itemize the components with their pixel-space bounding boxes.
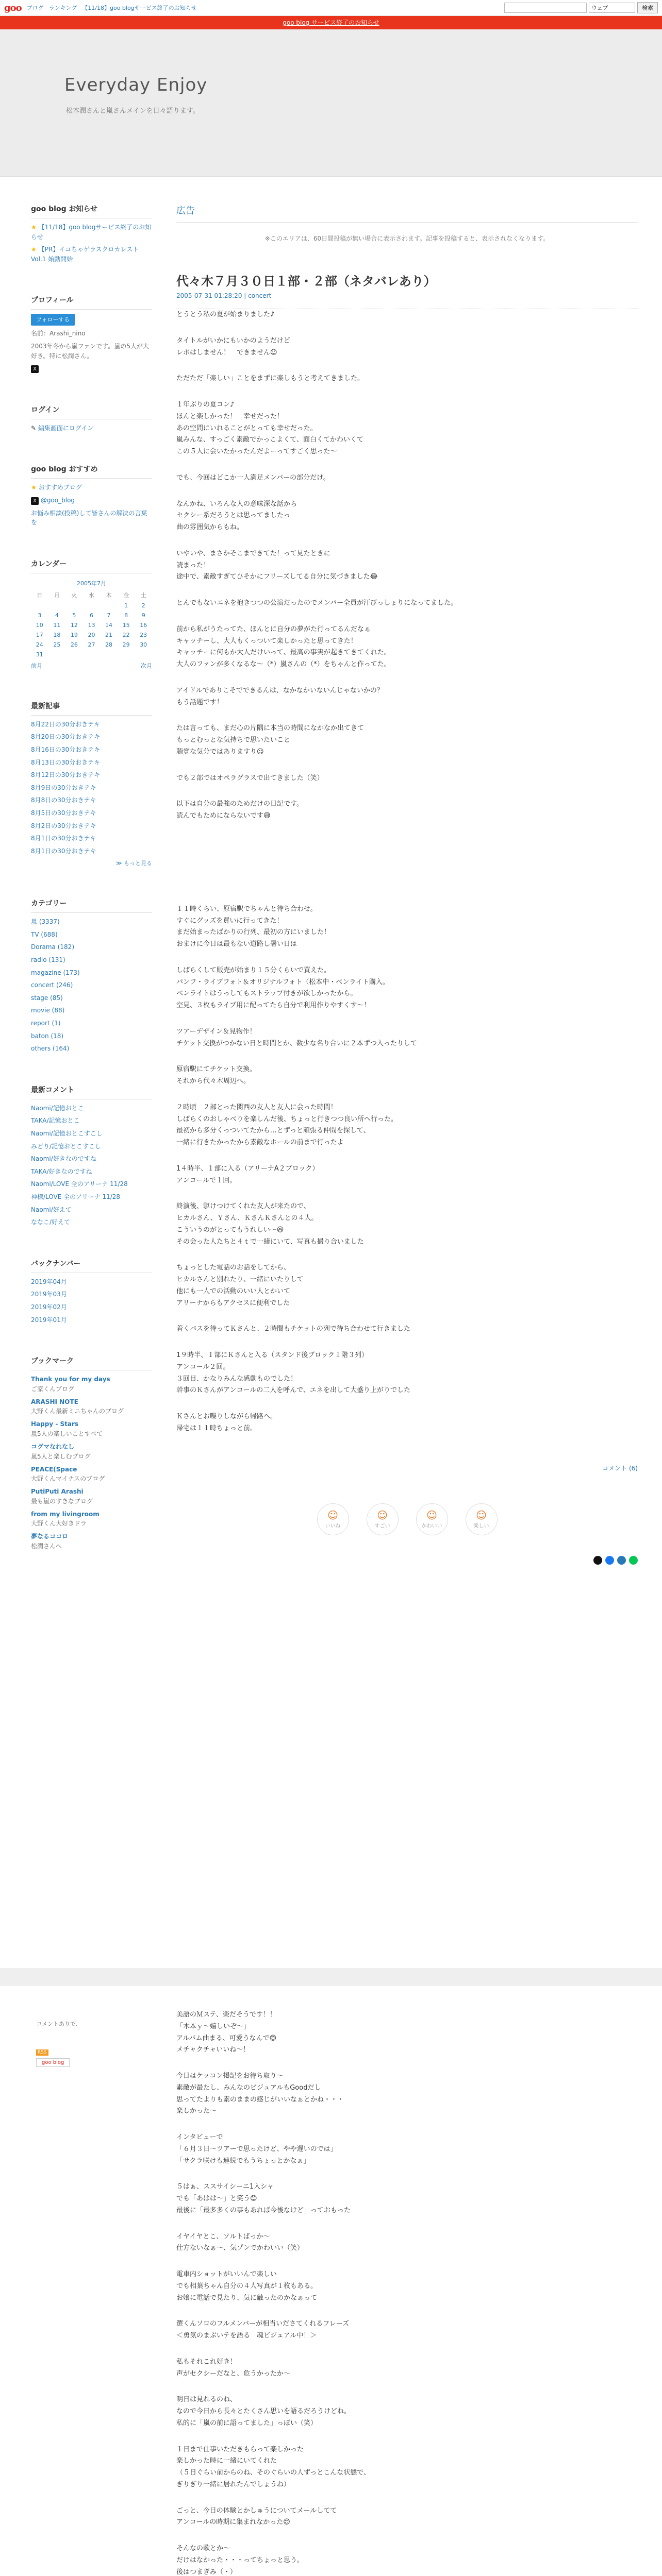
global-links <box>27 4 197 12</box>
calendar-day[interactable]: 2 <box>141 602 145 609</box>
recent-box <box>31 701 152 868</box>
post-text-line: 最後に「最多多くの事もあれば今後なけど」っておもった <box>176 2206 351 2214</box>
post-text-line: 選くんソロのフルメンバーが相当いださてくれるフレーズ <box>176 2320 350 2328</box>
post-text-line: キャッチーし、大人もくっついて楽しかったと思ってきた！ <box>176 637 357 645</box>
recent-comment-link[interactable]: ななこ/好えて <box>31 1218 71 1226</box>
comments-heading: 最新コメント <box>31 1084 152 1099</box>
recent-article-link[interactable]: 8月5日の30分おきテキ <box>31 809 96 817</box>
post-text-line: ＜勇気のまぶいテを語る 魂ビジュアル中！＞ <box>176 2332 317 2340</box>
bookmark-title[interactable]: 夢なるココロ <box>31 1533 69 1540</box>
calendar-day[interactable]: 11 <box>53 621 61 629</box>
calendar-weekday: 日 <box>37 591 43 599</box>
calendar-day[interactable]: 9 <box>141 612 145 619</box>
category-link[interactable]: report (1) <box>31 1020 61 1027</box>
reaction-label: すごい <box>374 1523 390 1529</box>
post-text-line: ぎりぎり一緒に居れたんでしょうね） <box>176 2480 291 2488</box>
recent-article-link[interactable]: 8月9日の30分おきテキ <box>31 784 96 791</box>
post-text-line: 帰宅は１１時ちょっと前。 <box>176 1424 257 1432</box>
post-text-line: チケット交換がつかない日と時間とか、数少な名り合いに２本ずつ入ったりして <box>176 1039 417 1047</box>
calendar-day[interactable]: 20 <box>88 631 95 638</box>
calendar-weekday: 土 <box>140 591 146 599</box>
calendar-day[interactable]: 3 <box>38 612 42 619</box>
post-text-line: しばらくのおしゃべりを楽しんだ後、ちょっと行きつつ良い所へ行った。 <box>176 1115 398 1123</box>
post-text-line: ちょっとした電話のお話をしてから、 <box>176 1264 291 1272</box>
calendar-day[interactable]: 4 <box>55 612 59 619</box>
reaction-emoji-icon: ☺ <box>476 1509 487 1521</box>
post-text-line: アリーナからもアクセスに便利でした <box>176 1299 290 1307</box>
post-text-line: たは言っても、まだ心の片隅に本当の時間になかなか出てきて <box>176 724 365 733</box>
post-text-line: １１時くらい、原宿駅でちゃんと待ち合わせ。 <box>176 905 317 913</box>
recent-comment-link[interactable]: TAKA/好きなのですね <box>31 1167 92 1175</box>
post-text-line: 幹事のＫさんがアンコールの二人を呼んで、エネを出して大盛り上がりでした <box>176 1386 410 1395</box>
profile-heading: プロフィール <box>31 295 152 310</box>
calendar-day[interactable]: 14 <box>105 621 113 629</box>
calendar-day <box>83 650 101 659</box>
category-link[interactable]: others (164) <box>31 1045 70 1053</box>
goo-logo[interactable]: goo <box>4 2 22 13</box>
post-text-line: でも「あはは〜」と笑う😊 <box>176 2195 257 2202</box>
calendar-weekday: 火 <box>71 591 77 599</box>
post-text-line: アンコール２回。 <box>176 1363 230 1371</box>
post-text-line: もっとむっとな気持ちで思いたいこと <box>176 736 290 744</box>
recent-heading: 最新記事 <box>31 701 152 716</box>
post-body-continued <box>176 2009 638 2576</box>
bookmark-title[interactable]: from my livingroom <box>31 1510 100 1518</box>
facebook-share-icon[interactable] <box>605 1556 614 1565</box>
post-text-line: 嵐みんな、すっごく素敵でかっこよくて、面白くてかわいくて <box>176 436 363 444</box>
x-share-icon[interactable] <box>593 1556 602 1565</box>
post-text-line: 読まった！ <box>176 561 210 569</box>
post-text-line: すぐにグッズを買いに行ってきた！ <box>176 917 284 925</box>
calendar-day[interactable]: 22 <box>122 631 130 638</box>
post-title[interactable]: 代々木７月３０日１部・２部（ネタバレあり） <box>176 274 436 289</box>
post-text-line: 曲の雰囲気からもね。 <box>176 523 244 531</box>
category-link[interactable]: 嵐 (3337) <box>31 918 60 926</box>
calendar-next[interactable]: 次月 <box>141 662 152 669</box>
post-text-line: 最初から多分くっついてたから…とずっと頑張る仲間を探して、 <box>176 1127 370 1135</box>
post-text-line: 素敵が最たし、みんなのビジュアルもGoodだし <box>176 2083 321 2092</box>
post-text-line: ５はぁ、ススサイシーニ1入シャ <box>176 2183 274 2191</box>
blog-description: 松本潤さんと嵐さんメインを日々語ります。 <box>66 107 200 115</box>
bookmark-desc: 松潤さんへ <box>31 1542 62 1550</box>
calendar-day <box>65 650 83 659</box>
star-icon: ★ <box>31 484 37 492</box>
goo-notice-item[interactable]: 【PR】イコちゃゲラスクロカレスト Vol.1 始動開始 <box>31 246 139 263</box>
blog-title[interactable]: Everyday Enjoy <box>64 75 208 95</box>
post-text-line: 後はつまぎみ（・） <box>176 2568 237 2576</box>
post-text-line: いやいや、まさかそこまできてた！って見たときに <box>176 549 330 557</box>
global-bar <box>0 0 662 16</box>
service-notice-link[interactable]: goo blog サービス終了のお知らせ <box>283 19 379 26</box>
calendar-box <box>31 558 152 670</box>
post-text-line: とうとう私の夏が始まりました♪ <box>176 311 275 318</box>
bookmark-title[interactable]: Happy - Stars <box>31 1420 79 1428</box>
reaction-label: いいね <box>325 1523 341 1529</box>
profile-box <box>31 295 152 373</box>
backnumber-link[interactable]: 2019年01月 <box>31 1316 67 1324</box>
global-search <box>504 2 658 13</box>
bookmark-title[interactable]: PEACE(Space <box>31 1465 77 1473</box>
post-text-line: ただただ「楽しい」ことをまずに楽しもうと考えてきました。 <box>176 375 365 383</box>
follow-button[interactable]: フォローする <box>31 314 75 326</box>
calendar-day <box>135 650 152 659</box>
post-body <box>176 309 638 1449</box>
post-text-line: 明日は見れるのね、 <box>176 2396 237 2404</box>
calendar-day[interactable]: 18 <box>53 631 61 638</box>
footer-side <box>36 2020 139 2067</box>
calendar-day[interactable]: 21 <box>105 631 113 638</box>
categories-box <box>31 898 152 1054</box>
calendar-day <box>48 650 66 659</box>
backnumber-link[interactable]: 2019年04月 <box>31 1278 67 1285</box>
comment-link[interactable]: コメント (6) <box>602 1464 638 1472</box>
bookmark-desc: 大野くん最新ミニちゃんのブログ <box>31 1408 124 1415</box>
recent-comment-link[interactable]: Naomi/LOVE 全のアリーナ 11/28 <box>31 1180 128 1188</box>
category-link[interactable]: radio (131) <box>31 956 65 964</box>
recent-comment-link[interactable]: TAKA/記憶おとこ <box>31 1117 80 1125</box>
post-text-line: 途中で、素敵すぎてひそかにフリーズしてる自分に気づきました😂 <box>176 573 378 581</box>
post-text-line: ごっと、今日の体験とかしゅうについてメールしてて <box>176 2506 337 2515</box>
calendar-day[interactable]: 24 <box>36 641 43 648</box>
post-text-line: だけはなかった・・・ってちょっと思う。 <box>176 2556 304 2564</box>
star-icon: ★ <box>31 246 37 253</box>
calendar-day <box>31 601 48 611</box>
recent-article-link[interactable]: 8月1日の30分おきテキ <box>31 835 96 842</box>
post-text-line: 「サクラ咲けも連続でもうちょっとかなぁ」 <box>176 2157 310 2165</box>
reaction-emoji-icon: ☺ <box>426 1509 437 1521</box>
x-social-icon: X <box>31 497 39 505</box>
post-text-line: とんでもないエネを抱きつつの公演だったのでメンバー全員が汗びっしょりになってました。 <box>176 599 458 607</box>
footer-note: コメントありで、 <box>36 2021 81 2027</box>
recent-article-link[interactable]: 8月12日の30分おきテキ <box>31 771 101 779</box>
calendar-day <box>118 650 135 659</box>
reaction-button[interactable] <box>416 1503 448 1535</box>
post-text-line: 「木本ｙ〜嬉しいぞ〜」 <box>176 2022 251 2030</box>
post-text-line: アンコールで１回。 <box>176 1176 237 1184</box>
post-text-line: この５人に会いたかったんだよーってすごく思った〜 <box>176 448 337 455</box>
post-text-line: ベンライトはうっしてもストラップ付きが欲しかったから。 <box>176 990 357 998</box>
recommend-item[interactable]: おすすめブログ <box>38 484 82 492</box>
reaction-buttons <box>176 1503 638 1535</box>
calendar-heading: カレンダー <box>31 558 152 573</box>
post-text-line: パンフ・ライブフォト＆オリジナルフォト（松本中・ベンライト購入。 <box>176 978 389 986</box>
post-text-line: 原宿駅にてチケット交換。 <box>176 1065 256 1074</box>
login-link[interactable]: 編集画面にログイン <box>38 424 94 432</box>
post-text-line: １年ぶりの夏コン♪ <box>176 401 235 409</box>
category-link[interactable]: magazine (173) <box>31 969 80 976</box>
bookmark-desc: 大野くんマイナスのブログ <box>31 1475 105 1483</box>
rss-icon[interactable]: RSS <box>36 2049 48 2056</box>
bookmark-title[interactable]: ARASHI NOTE <box>31 1398 78 1405</box>
calendar-day[interactable]: 26 <box>70 641 78 648</box>
reaction-button[interactable] <box>317 1503 349 1535</box>
backnumber-heading: バックナンバー <box>31 1258 152 1273</box>
calendar-day[interactable]: 12 <box>70 621 78 629</box>
ad-heading: 広告 <box>176 204 638 223</box>
post-text-line: なんかね、いろんな人の意味深な話から <box>176 500 297 508</box>
comments-box <box>31 1084 152 1227</box>
calendar-day <box>48 601 66 611</box>
main-column-continued <box>176 2009 638 2576</box>
post-text-line: 電車内ショットがいいんで楽しい <box>176 2270 277 2278</box>
recent-comment-link[interactable]: Naomi/好きなのですね <box>31 1155 96 1163</box>
x-social-icon[interactable]: X <box>31 365 39 373</box>
post-text-line: Ｋさんとお喋りしながら帰路へ。 <box>176 1413 277 1420</box>
recent-comment-link[interactable]: Naomi/好えて <box>31 1206 72 1213</box>
post-text-line: ツアーデザイン＆見物作！ <box>176 1027 256 1036</box>
reaction-emoji-icon: ☺ <box>377 1509 388 1521</box>
recent-article-link[interactable]: 8月8日の30分おきテキ <box>31 796 96 804</box>
bookmark-desc: 嵐5人の楽しいことすべて <box>31 1430 103 1437</box>
post-text-line: １日まで仕事いただきもらって楽しかった <box>176 2445 304 2453</box>
calendar-weekday: 木 <box>106 591 112 599</box>
recommend-item[interactable]: お悩み相談(投稿)して皆さんの解決の言葉を <box>31 509 147 527</box>
backnumber-box <box>31 1258 152 1325</box>
bookmark-title[interactable]: Thank you for my days <box>31 1376 110 1383</box>
post-text-line: 私的に「嵐の前に語ってました」っぽい（笑） <box>176 2419 318 2427</box>
post-text-line: メチャクチャいいね〜！ <box>176 2046 250 2054</box>
global-link-ranking[interactable]: ランキング <box>48 5 77 11</box>
recent-comment-link[interactable]: Naomi/記憶おとこ <box>31 1104 84 1112</box>
recommend-box <box>31 464 152 527</box>
recent-article-link[interactable]: 8月20日の30分おきテキ <box>31 733 101 741</box>
blog-header <box>0 29 662 177</box>
calendar-day <box>100 650 118 659</box>
post-text-line: 楽しかった〜 <box>176 2107 217 2115</box>
post-text-line: でも２部ではオペラグラスで出てきました（笑） <box>176 774 324 782</box>
recent-comment-link[interactable]: みどり/記憶おとこすこし <box>31 1142 102 1150</box>
calendar-day[interactable]: 23 <box>140 631 147 638</box>
post-text-line: 美語のＭステ、楽だそうです！！ <box>176 2011 276 2019</box>
post-text-line: お嬢に電話で見たり、気に触ったのかなぁって <box>176 2294 318 2302</box>
post-text-line: 声がセクシーだなと、危うかったか〜 <box>176 2369 291 2378</box>
calendar-prev[interactable]: 前月 <box>31 662 42 669</box>
calendar-day[interactable]: 5 <box>72 612 76 619</box>
categories-heading: カテゴリー <box>31 898 152 913</box>
post-text-line: 思ってたよりも素のままの感じがいいなぁとかね・・・ <box>176 2095 344 2104</box>
calendar-day <box>100 601 118 611</box>
reaction-label: 楽しい <box>473 1523 489 1529</box>
post-text-line: 1４時半、１部に入る（アリーナA２ブロック） <box>176 1164 319 1173</box>
category-link[interactable]: Dorama (182) <box>31 943 74 951</box>
global-link-notice[interactable]: 【11/18】goo blogサービス終了のお知らせ <box>82 5 197 11</box>
post-text-line: ヒカルさん、Ｙさん、ＫさんＫさんとの４人。 <box>176 1214 318 1222</box>
post-text-line: タイトルがいかにもいかのようだけど <box>176 336 290 345</box>
post-text-line: あの空間にいれることがとっても幸せだった。 <box>176 424 317 432</box>
post-text-line: そんなの歌とか〜 <box>176 2545 230 2552</box>
login-heading: ログイン <box>31 404 152 419</box>
category-link[interactable]: TV (688) <box>31 930 58 938</box>
post-text-line: 終演後、駆けつけてくれた友人が来たので、 <box>176 1202 310 1211</box>
calendar-weekday: 月 <box>54 591 60 599</box>
calendar-day[interactable]: 8 <box>124 612 128 619</box>
calendar-day[interactable]: 13 <box>88 621 95 629</box>
post-text-line: 空見、３枚もライブ用に配ってたら自分で利用作りやすくす〜！ <box>176 1002 371 1009</box>
calendar-day[interactable]: 27 <box>88 641 95 648</box>
post-text-line: 着くバスを待ってＫさんと、２時間もチケットの列で待ち合わせて行きました <box>176 1325 410 1333</box>
recent-comment-link[interactable]: 神様/LOVE 全のアリーナ 11/28 <box>31 1193 121 1200</box>
share-icons <box>176 1556 638 1565</box>
recommend-heading: goo blog おすすめ <box>31 464 152 479</box>
goo-notice-box <box>31 204 152 264</box>
post-text-line: キャッチーに何もか大人だけいって、最高の事実が起きてきてくれた。 <box>176 649 391 657</box>
bookmark-desc: 大野くん大好きドラ <box>31 1520 87 1528</box>
recent-article-link[interactable]: 8月16日の30分おきテキ <box>31 745 101 753</box>
post-text-line: 他にも一人での活動のいい人とかいて <box>176 1287 291 1295</box>
profile-intro: 2003年冬から嵐ファンです。嵐の5人が大好き。特に松潤さん。 <box>31 343 149 360</box>
calendar-day <box>83 601 101 611</box>
post-text-line: ３回目、かなりみんな感動ものでした！ <box>176 1375 297 1383</box>
post-text-line: （５日ぐらい前からのね、そのぐらいの人ずっとこんな状態で、 <box>176 2469 370 2477</box>
bookmark-title[interactable]: PutiPuti Arashi <box>31 1488 84 1496</box>
line-share-icon[interactable] <box>629 1556 638 1565</box>
post-text-line: もう話題です！ <box>176 698 224 706</box>
post-text-line: 楽しかった時に一緒にいてくれた <box>176 2457 277 2465</box>
recent-more-link[interactable]: ≫ もっと見る <box>115 860 152 867</box>
post-text-line: 聴覚な気分ではありますり☺ <box>176 748 264 756</box>
post-text-line: ほんと楽しかった！ 幸せだった！ <box>176 412 284 420</box>
calendar-day[interactable]: 30 <box>140 641 147 648</box>
category-link[interactable]: concert (246) <box>31 981 73 989</box>
post-text-line: ２時頃 ２部とった関西の友人と友人に会った時間！ <box>176 1103 337 1111</box>
post-text-line: 1９時半、１部にＫさんと入る（スタンド後ブロック１階３列） <box>176 1351 369 1359</box>
post-text-line: 読んでもためにならないです😅 <box>176 812 271 820</box>
search-input[interactable] <box>504 3 587 13</box>
category-link[interactable]: stage (85) <box>31 994 63 1002</box>
post-text-line: その会った人たちと４ｔで一緒にいて、写真も撮り合いました <box>176 1238 364 1246</box>
post-text-line: 以下は自分の最強のためだけの日記です。 <box>176 800 303 808</box>
category-link[interactable]: baton (18) <box>31 1032 64 1040</box>
recent-article-link[interactable]: 8月22日の30分おきテキ <box>31 720 101 728</box>
post-text-line: まだ始まったばかりの行列、最初の方にいました！ <box>176 928 331 937</box>
post-text-line: 前から私がうたってた、ほんとに自分の夢がた行ってるんだなぁ <box>176 625 371 633</box>
calendar-day[interactable]: 15 <box>122 621 130 629</box>
post-text-line: アイドルでありこそでできるんは、なかなかいないんじゃないかの？ <box>176 686 384 694</box>
calendar-day[interactable]: 7 <box>107 612 111 619</box>
post-text-line: 仕方ないなぁ〜、気ゾンでかわいい（笑） <box>176 2244 304 2252</box>
service-notice-bar <box>0 16 662 29</box>
calendar-day[interactable]: 19 <box>70 631 78 638</box>
reaction-emoji-icon: ☺ <box>327 1509 338 1521</box>
post-text-line: 私もそれこれ好き！ <box>176 2358 237 2366</box>
login-box <box>31 404 152 433</box>
post-text-line: 大人のファンが多くなるな〜（*）嵐さんの（*）をちゃんと作ってた。 <box>176 660 391 668</box>
calendar-day[interactable]: 25 <box>53 641 61 648</box>
calendar-day[interactable]: 31 <box>36 651 43 658</box>
post-text-line: 「６月３日〜ツアーで思ったけど、やや遅いのでは」 <box>176 2145 337 2153</box>
search-button[interactable]: 検索 <box>637 2 658 13</box>
post-text-line: なので今日から長々とたくさん思いを語るだろうけどね。 <box>176 2408 351 2415</box>
calendar-day[interactable]: 16 <box>140 621 147 629</box>
hatena-share-icon[interactable] <box>617 1556 626 1565</box>
post-text-line: こういうのがとってもうれしい〜😆 <box>176 1226 284 1234</box>
recent-article-link[interactable]: 8月2日の30分おきテキ <box>31 822 96 829</box>
calendar-day[interactable]: 6 <box>89 612 93 619</box>
recent-article-link[interactable]: 8月13日の30分おきテキ <box>31 758 101 766</box>
post-text-line: でも相葉ちゃん自分の４人写真が１枚もある。 <box>176 2282 318 2290</box>
bookmarks-box <box>31 1355 152 1550</box>
recommend-item[interactable]: @goo_blog <box>40 496 75 504</box>
calendar-day <box>65 601 83 611</box>
goo-notice-item[interactable]: 【11/18】goo blogサービス終了のお知らせ <box>31 224 152 241</box>
post-text-line: レポはしません！ できません☺ <box>176 348 277 357</box>
section-band <box>0 1968 662 1986</box>
reaction-button[interactable] <box>466 1503 498 1535</box>
star-icon: ★ <box>31 224 37 231</box>
post-text-line: アンコールの時期に集まれなかった😊 <box>176 2518 290 2527</box>
bookmark-desc: ご家くんブログ <box>31 1385 75 1393</box>
post-text-line: イヤイヤとこ、ソルトばっか〜 <box>176 2232 270 2241</box>
post-text-line: アルバム曲まる、可愛うなんで😊 <box>176 2034 277 2042</box>
calendar-weekday: 金 <box>123 591 129 599</box>
recent-article-link[interactable]: 8月1日の30分おきテキ <box>31 847 96 855</box>
calendar-day[interactable]: 17 <box>36 631 43 638</box>
calendar-weekday: 水 <box>88 591 94 599</box>
bookmark-desc: 嵐5人と楽しむブログ <box>31 1452 91 1460</box>
calendar-day[interactable]: 29 <box>122 641 130 648</box>
bookmark-desc: 最も嵐のすきなブログ <box>31 1497 93 1505</box>
post-text-line: それから代々木周辺へ。 <box>176 1077 251 1085</box>
ad-note: ※このエリアは、60日間投稿が無い場合に表示されます。記事を投稿すると、表示されなくなります。 <box>264 235 550 242</box>
main-column <box>176 204 638 1565</box>
post-text-line: インタビューで <box>176 2133 223 2141</box>
profile-name: 名前：Arashi_nino <box>31 330 86 337</box>
calendar-day[interactable]: 1 <box>124 602 128 609</box>
calendar-day[interactable]: 28 <box>105 641 113 648</box>
global-link-blog[interactable]: ブログ <box>26 5 44 11</box>
sidebar <box>31 204 152 1581</box>
post-text-line: ヒカルさんと別れたり、一緒にいたりして <box>176 1276 304 1283</box>
calendar-day[interactable]: 10 <box>36 621 43 629</box>
reaction-label: かわいい <box>421 1523 442 1529</box>
post-text-line: おまけに今日は最もない道路し暑い日は <box>176 940 297 948</box>
post-text-line: でも、今回はどこか一人満足メンバーの部分だけ。 <box>176 473 330 482</box>
calendar-caption: 2005年7月 <box>77 580 106 587</box>
goo-blog-badge[interactable]: goo blog <box>36 2058 70 2067</box>
bookmark-title[interactable]: コグマなれなし <box>31 1443 75 1450</box>
backnumber-link[interactable]: 2019年02月 <box>31 1303 67 1311</box>
goo-notice-heading: goo blog お知らせ <box>31 204 152 218</box>
calendar-table <box>31 578 152 659</box>
post-text-line: しばらくして販売が始まり１５分くらいで買えた。 <box>176 966 331 974</box>
post-meta[interactable]: 2005-07-31 01:28:20 | concert <box>176 292 638 309</box>
recent-comment-link[interactable]: Naomi/記憶おとこすこし <box>31 1130 103 1138</box>
backnumber-link[interactable]: 2019年03月 <box>31 1291 67 1298</box>
post-text-line: 一緒に行きたかったから素敵なホールの前まで行ったよ <box>176 1139 344 1146</box>
pencil-icon: ✎ <box>31 424 38 432</box>
post-text-line: セクシー系だろうとは思ってましたっ <box>176 512 291 520</box>
reaction-button[interactable] <box>367 1503 399 1535</box>
post-text-line: 今日はケッコン掲記をお待ち取り〜 <box>176 2072 284 2080</box>
search-scope-select[interactable]: ウェブ <box>589 3 635 13</box>
bookmarks-heading: ブックマーク <box>31 1355 152 1370</box>
category-link[interactable]: movie (88) <box>31 1007 65 1014</box>
